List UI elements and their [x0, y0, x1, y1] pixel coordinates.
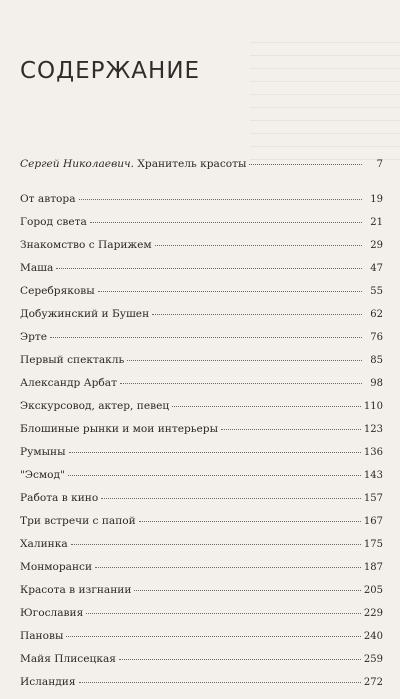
toc-entry-page: 259 [363, 654, 383, 665]
toc-entry-title: Маша [20, 262, 54, 274]
dot-leader [56, 268, 362, 269]
toc-entry [20, 158, 383, 171]
table-of-contents [20, 158, 383, 699]
dot-leader [152, 314, 362, 315]
dot-leader [69, 452, 361, 453]
toc-entry-page: 229 [363, 608, 383, 619]
toc-entry [20, 262, 383, 275]
toc-entry-page: 205 [363, 585, 383, 596]
toc-entry-title: Майя Плисецкая [20, 653, 116, 665]
dot-leader [101, 498, 361, 499]
toc-entry-title: Румыны [20, 446, 66, 458]
dot-leader [98, 291, 362, 292]
toc-entry-title: Работа в кино [20, 492, 99, 504]
toc-entry [20, 584, 383, 597]
toc-entry [20, 607, 383, 620]
toc-entry [20, 515, 383, 528]
toc-entry-page: 175 [363, 539, 383, 550]
dot-leader [66, 636, 361, 637]
toc-entry-title: Монморанси [20, 561, 93, 573]
toc-entry-page: 19 [370, 194, 383, 205]
toc-entry-title: "Эсмод" [20, 469, 65, 481]
toc-entry-page: 143 [363, 470, 383, 481]
toc-entry-page: 47 [370, 263, 383, 274]
toc-entry [20, 400, 383, 413]
dot-leader [120, 383, 362, 384]
toc-entry [20, 492, 383, 505]
toc-entry-page: 272 [363, 677, 383, 688]
toc-entry-title: Халинка [20, 538, 68, 550]
dot-leader [172, 406, 361, 407]
toc-entry-page: 7 [376, 159, 383, 170]
toc-entry-title: Знакомство с Парижем [20, 239, 152, 251]
toc-entry-page: 85 [370, 355, 383, 366]
dot-leader [134, 590, 360, 591]
toc-entry-page: 55 [370, 286, 383, 297]
toc-entry-page: 187 [363, 562, 383, 573]
toc-entry [20, 354, 383, 367]
dot-leader [68, 475, 361, 476]
toc-entry-page: 62 [370, 309, 383, 320]
toc-entry [20, 653, 383, 666]
dot-leader [249, 164, 362, 165]
toc-entry-title: Хранитель красоты [137, 158, 247, 170]
toc-entry-page: 136 [363, 447, 383, 458]
dot-leader [119, 659, 361, 660]
dot-leader [155, 245, 362, 246]
toc-entry-title: Югославия [20, 607, 84, 619]
toc-entry-title: Три встречи с папой [20, 515, 136, 527]
dot-leader [79, 199, 362, 200]
toc-entry [20, 423, 383, 436]
toc-entry [20, 193, 383, 206]
toc-entry-page: 21 [370, 217, 383, 228]
toc-entry-author: Сергей Николаевич. [20, 158, 135, 170]
toc-entry-page: 110 [363, 401, 383, 412]
toc-entry [20, 538, 383, 551]
toc-entry [20, 446, 383, 459]
dot-leader [139, 521, 361, 522]
toc-entry-title: Город света [20, 216, 87, 228]
toc-entry-label [20, 158, 246, 171]
toc-entry-page: 123 [363, 424, 383, 435]
dot-leader [221, 429, 361, 430]
toc-entry-page: 76 [370, 332, 383, 343]
toc-entry [20, 561, 383, 574]
toc-entry-title: Первый спектакль [20, 354, 125, 366]
dot-leader [79, 682, 361, 683]
dot-leader [71, 544, 361, 545]
dot-leader [127, 360, 362, 361]
dot-leader [90, 222, 362, 223]
toc-entry [20, 239, 383, 252]
toc-entry-title: Исландия [20, 676, 76, 688]
toc-entry-page: 157 [363, 493, 383, 504]
toc-entry-title: Добужинский и Бушен [20, 308, 150, 320]
toc-entry-title: Красота в изгнании [20, 584, 132, 596]
toc-entry [20, 676, 383, 689]
toc-entry-title: Эрте [20, 331, 48, 343]
toc-entry [20, 285, 383, 298]
toc-entry [20, 377, 383, 390]
toc-entry-title: От автора [20, 193, 76, 205]
toc-entry-page: 167 [363, 516, 383, 527]
toc-entry [20, 308, 383, 321]
toc-entry-title: Пановы [20, 630, 64, 642]
page-title: СОДЕРЖАНИЕ [20, 58, 201, 84]
toc-entry [20, 216, 383, 229]
show-through-text [250, 40, 400, 160]
toc-entry-title: Экскурсовод, актер, певец [20, 400, 170, 412]
toc-entry-page: 29 [370, 240, 383, 251]
dot-leader [86, 613, 361, 614]
dot-leader [95, 567, 361, 568]
toc-entry [20, 630, 383, 643]
toc-entry [20, 331, 383, 344]
toc-entry-title: Блошиные рынки и мои интерьеры [20, 423, 219, 435]
toc-entry-page: 98 [370, 378, 383, 389]
toc-entry-page: 240 [363, 631, 383, 642]
dot-leader [50, 337, 362, 338]
toc-entry-title: Серебряковы [20, 285, 95, 297]
toc-entry-title: Александр Арбат [20, 377, 117, 389]
toc-entry [20, 469, 383, 482]
